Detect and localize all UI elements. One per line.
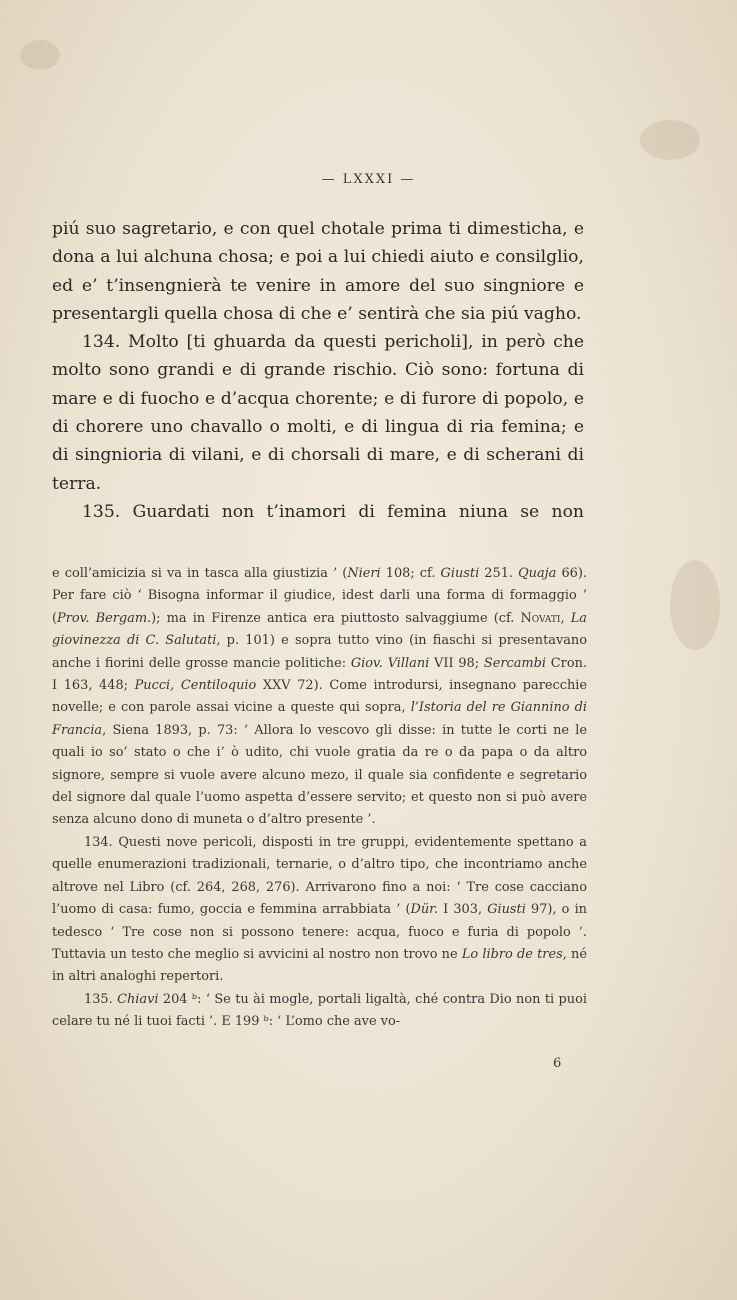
- footnote-134: 134. Questi nove pericoli, disposti in tre gruppi, evidentemente spettano a quelle enumerazioni tradizionali, ternarie, o d’altro tipo, che incontriamo anche altrove nel Libro (cf. 264, 268, 276). Arrivarono fino a noi: ‘ Tre cose cacciano l’uomo di casa: fumo, goccia e femmina arrabbiata ’ (Dür. I 303, Giusti 97), o in tedesco ‘ Tre cose non si possono tenere: acqua, fuoco e furia di popolo ’. Tuttavia un testo che meglio si avvicini al nostro non trovo ne Lo libro de tres, né in altri analoghi repertori.: [52, 834, 587, 985]
- footnote-133: e coll’amicizia si va in tasca alla giustizia ’ (Nieri 108; cf. Giusti 251. Quaja 66). Per fare ciò ‘ Bisogna informar il giudice, idest darli una forma di formaggio ’ (Prov. Bergam.); ma in Firenze antica era piuttosto salvaggiume (cf. Novati, La giovinezza di C. Salutati, p. 101) e sopra tutto vino (in fiaschi si presentavano anche i fiorini delle grosse mancie politiche: Giov. Villani VII 98; Sercambi Cron. I 163, 448; Pucci, Centiloquio XXV 72). Come introdursi, insegnano parecchie novelle; e con parole assai vicine a queste qui sopra, l’Istoria del re Giannino di Francia, Siena 1893, p. 73: ‘ Allora lo vescovo gli disse: in tutte le corti ne le quali io so’ stato o che i’ ò udito, chi vuole gratia da re o da papa o da altro signore, sempre si vuole avere alcuno mezo, il quale sia confidente e segretario del signore dal quale l’uomo aspetta d’essere servito; et questo non si può avere senza alcuno dono di muneta o d’altro presente ’.: [52, 566, 587, 828]
- footnote-135: 135. Chiavi 204 ᵇ: ‘ Se tu ài mogle, portali ligaltà, ché contra Dio non ti puoi celare tu né li tuoi facti ’. E 199 ᵇ: ‘ L’omo che ave vo-: [52, 991, 587, 1030]
- signature-mark: 6: [553, 1056, 562, 1071]
- main-paragraph: 134. Molto [ti ghuarda da questi pericholi], in però che molto sono grandi e di grande rischio. Ciò sono: fortuna di mare e di fuocho e d’acqua chorente; e di furore di popolo, e di chorere uno chavallo o molti, e di lingua di ria femina; e di singnioria di vilani, e di chorsali di mare, e di scherani di terra.: [52, 332, 584, 494]
- footnotes: [52, 563, 587, 1034]
- main-text: [52, 215, 584, 526]
- main-paragraph: 135. Guardati non t’inamori di femina niuna se non: [82, 501, 584, 522]
- page-header: — LXXXI —: [321, 172, 416, 187]
- main-paragraph: piú suo sagretario, e con quel chotale prima ti dimesticha, e dona a lui alchuna chosa; e poi a lui chiedi aiuto e consilglio, ed e’ t’insengnierà te venire in amore del suo singniore e presentargli quella chosa di che e’ sentirà che sia piú vagho.: [52, 219, 584, 324]
